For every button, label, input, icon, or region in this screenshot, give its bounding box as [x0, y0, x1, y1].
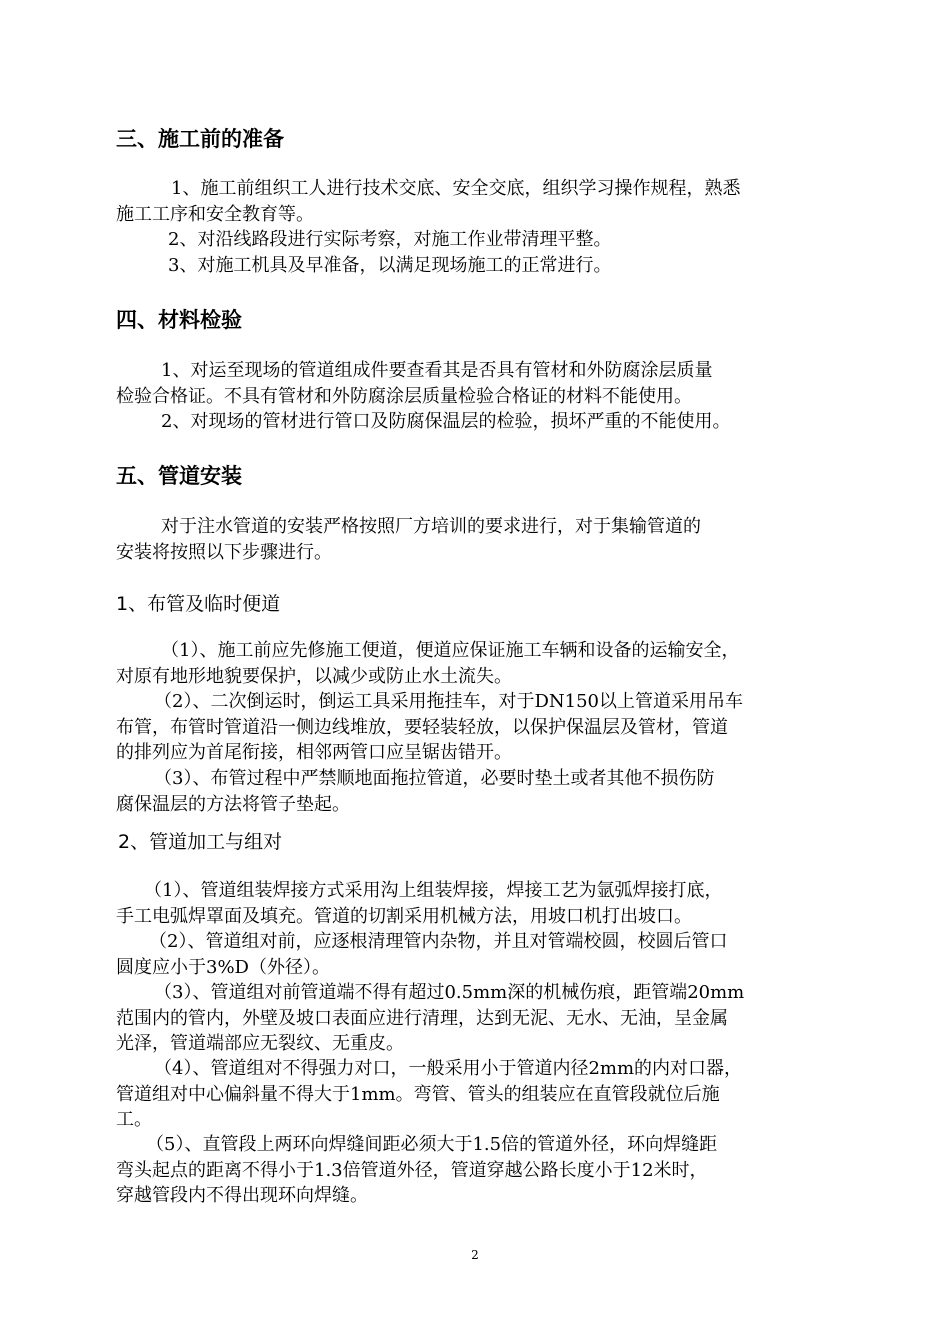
line: 检验合格证。不具有管材和外防腐涂层质量检验合格证的材料不能使用。	[116, 385, 692, 407]
line: 腐保温层的方法将管子垫起。	[116, 793, 350, 815]
line: （2）、二次倒运时，倒运工具采用拖挂车，对于DN150以上管道采用吊车	[154, 691, 743, 712]
section-3-item-3	[116, 253, 840, 279]
subsection-2-item-2	[116, 929, 840, 980]
section-3-heading: 三、施工前的准备	[116, 127, 284, 151]
line: （1）、施工前应先修施工便道，便道应保证施工车辆和设备的运输安全，	[161, 640, 740, 661]
line: 工。	[116, 1109, 152, 1130]
subsection-2-item-3	[116, 980, 840, 1057]
line: 对于注水管道的安装严格按照厂方培训的要求进行，对于集输管道的	[161, 516, 701, 537]
subsection-1-title: 1、布管及临时便道	[116, 593, 281, 615]
line: 手工电弧焊罩面及填充。管道的切割采用机械方法，用坡口机打出坡口。	[116, 905, 692, 927]
line: 施工工序和安全教育等。	[116, 203, 314, 225]
section-5-heading: 五、管道安装	[116, 464, 242, 488]
line: （5）、直管段上两环向焊缝间距必须大于1.5倍的管道外径，环向焊缝距	[146, 1134, 718, 1155]
page-number: 2	[471, 1248, 479, 1262]
line: 安装将按照以下步骤进行。	[116, 541, 332, 563]
section-3-item-1	[116, 176, 840, 227]
subsection-1-item-3	[116, 766, 840, 817]
section-4-item-2	[116, 409, 840, 435]
line: 的排列应为首尾衔接，相邻两管口应呈锯齿错开。	[116, 742, 512, 763]
subsection-2-item-5	[116, 1132, 840, 1209]
subsection-1-item-2	[116, 689, 840, 766]
line: 穿越管段内不得出现环向焊缝。	[116, 1185, 368, 1206]
subsection-1-item-1	[116, 638, 840, 689]
line: 1、施工前组织工人进行技术交底、安全交底，组织学习操作规程，熟悉	[171, 178, 741, 199]
section-3-item-2	[116, 227, 840, 253]
line: 光泽，管道端部应无裂纹、无重皮。	[116, 1033, 404, 1054]
line: （4）、管道组对不得强力对口，一般采用小于管道内径2mm的内对口器，	[154, 1058, 743, 1079]
line: 2、对沿线路段进行实际考察，对施工作业带清理平整。	[168, 229, 612, 250]
section-4-item-1	[116, 358, 840, 409]
subsection-2-title: 2、管道加工与组对	[118, 831, 283, 853]
subsection-2-item-4	[116, 1056, 840, 1133]
line: 布管，布管时管道沿一侧边线堆放，要轻装轻放，以保护保温层及管材，管道	[116, 716, 728, 738]
line: （1）、管道组装焊接方式采用沟上组装焊接，焊接工艺为氩弧焊接打底，	[144, 880, 723, 901]
line: （3）、布管过程中严禁顺地面拖拉管道，必要时垫土或者其他不损伤防	[154, 768, 715, 789]
line: 圆度应小于3%D（外径）。	[116, 956, 330, 978]
line: 1、对运至现场的管道组成件要查看其是否具有管材和外防腐涂层质量	[161, 360, 713, 381]
section-5-intro	[116, 514, 840, 565]
line: 2、对现场的管材进行管口及防腐保温层的检验，损坏严重的不能使用。	[161, 411, 731, 432]
line: （3）、管道组对前管道端不得有超过0.5mm深的机械伤痕，距管端20mm	[154, 982, 745, 1003]
line: 3、对施工机具及早准备，以满足现场施工的正常进行。	[168, 255, 612, 276]
line: 范围内的管内，外壁及坡口表面应进行清理，达到无泥、无水、无油，呈金属	[116, 1007, 728, 1029]
line: 管道组对中心偏斜量不得大于1mm。弯管、管头的组装应在直管段就位后施	[116, 1083, 720, 1105]
line: 弯头起点的距离不得小于1.3倍管道外径，管道穿越公路长度小于12米时，	[116, 1159, 708, 1181]
line: 对原有地形地貌要保护，以减少或防止水土流失。	[116, 665, 512, 687]
line: （2）、管道组对前，应逐根清理管内杂物，并且对管端校圆，校圆后管口	[149, 931, 728, 952]
subsection-2-item-1	[116, 878, 840, 929]
section-4-heading: 四、材料检验	[116, 308, 242, 332]
